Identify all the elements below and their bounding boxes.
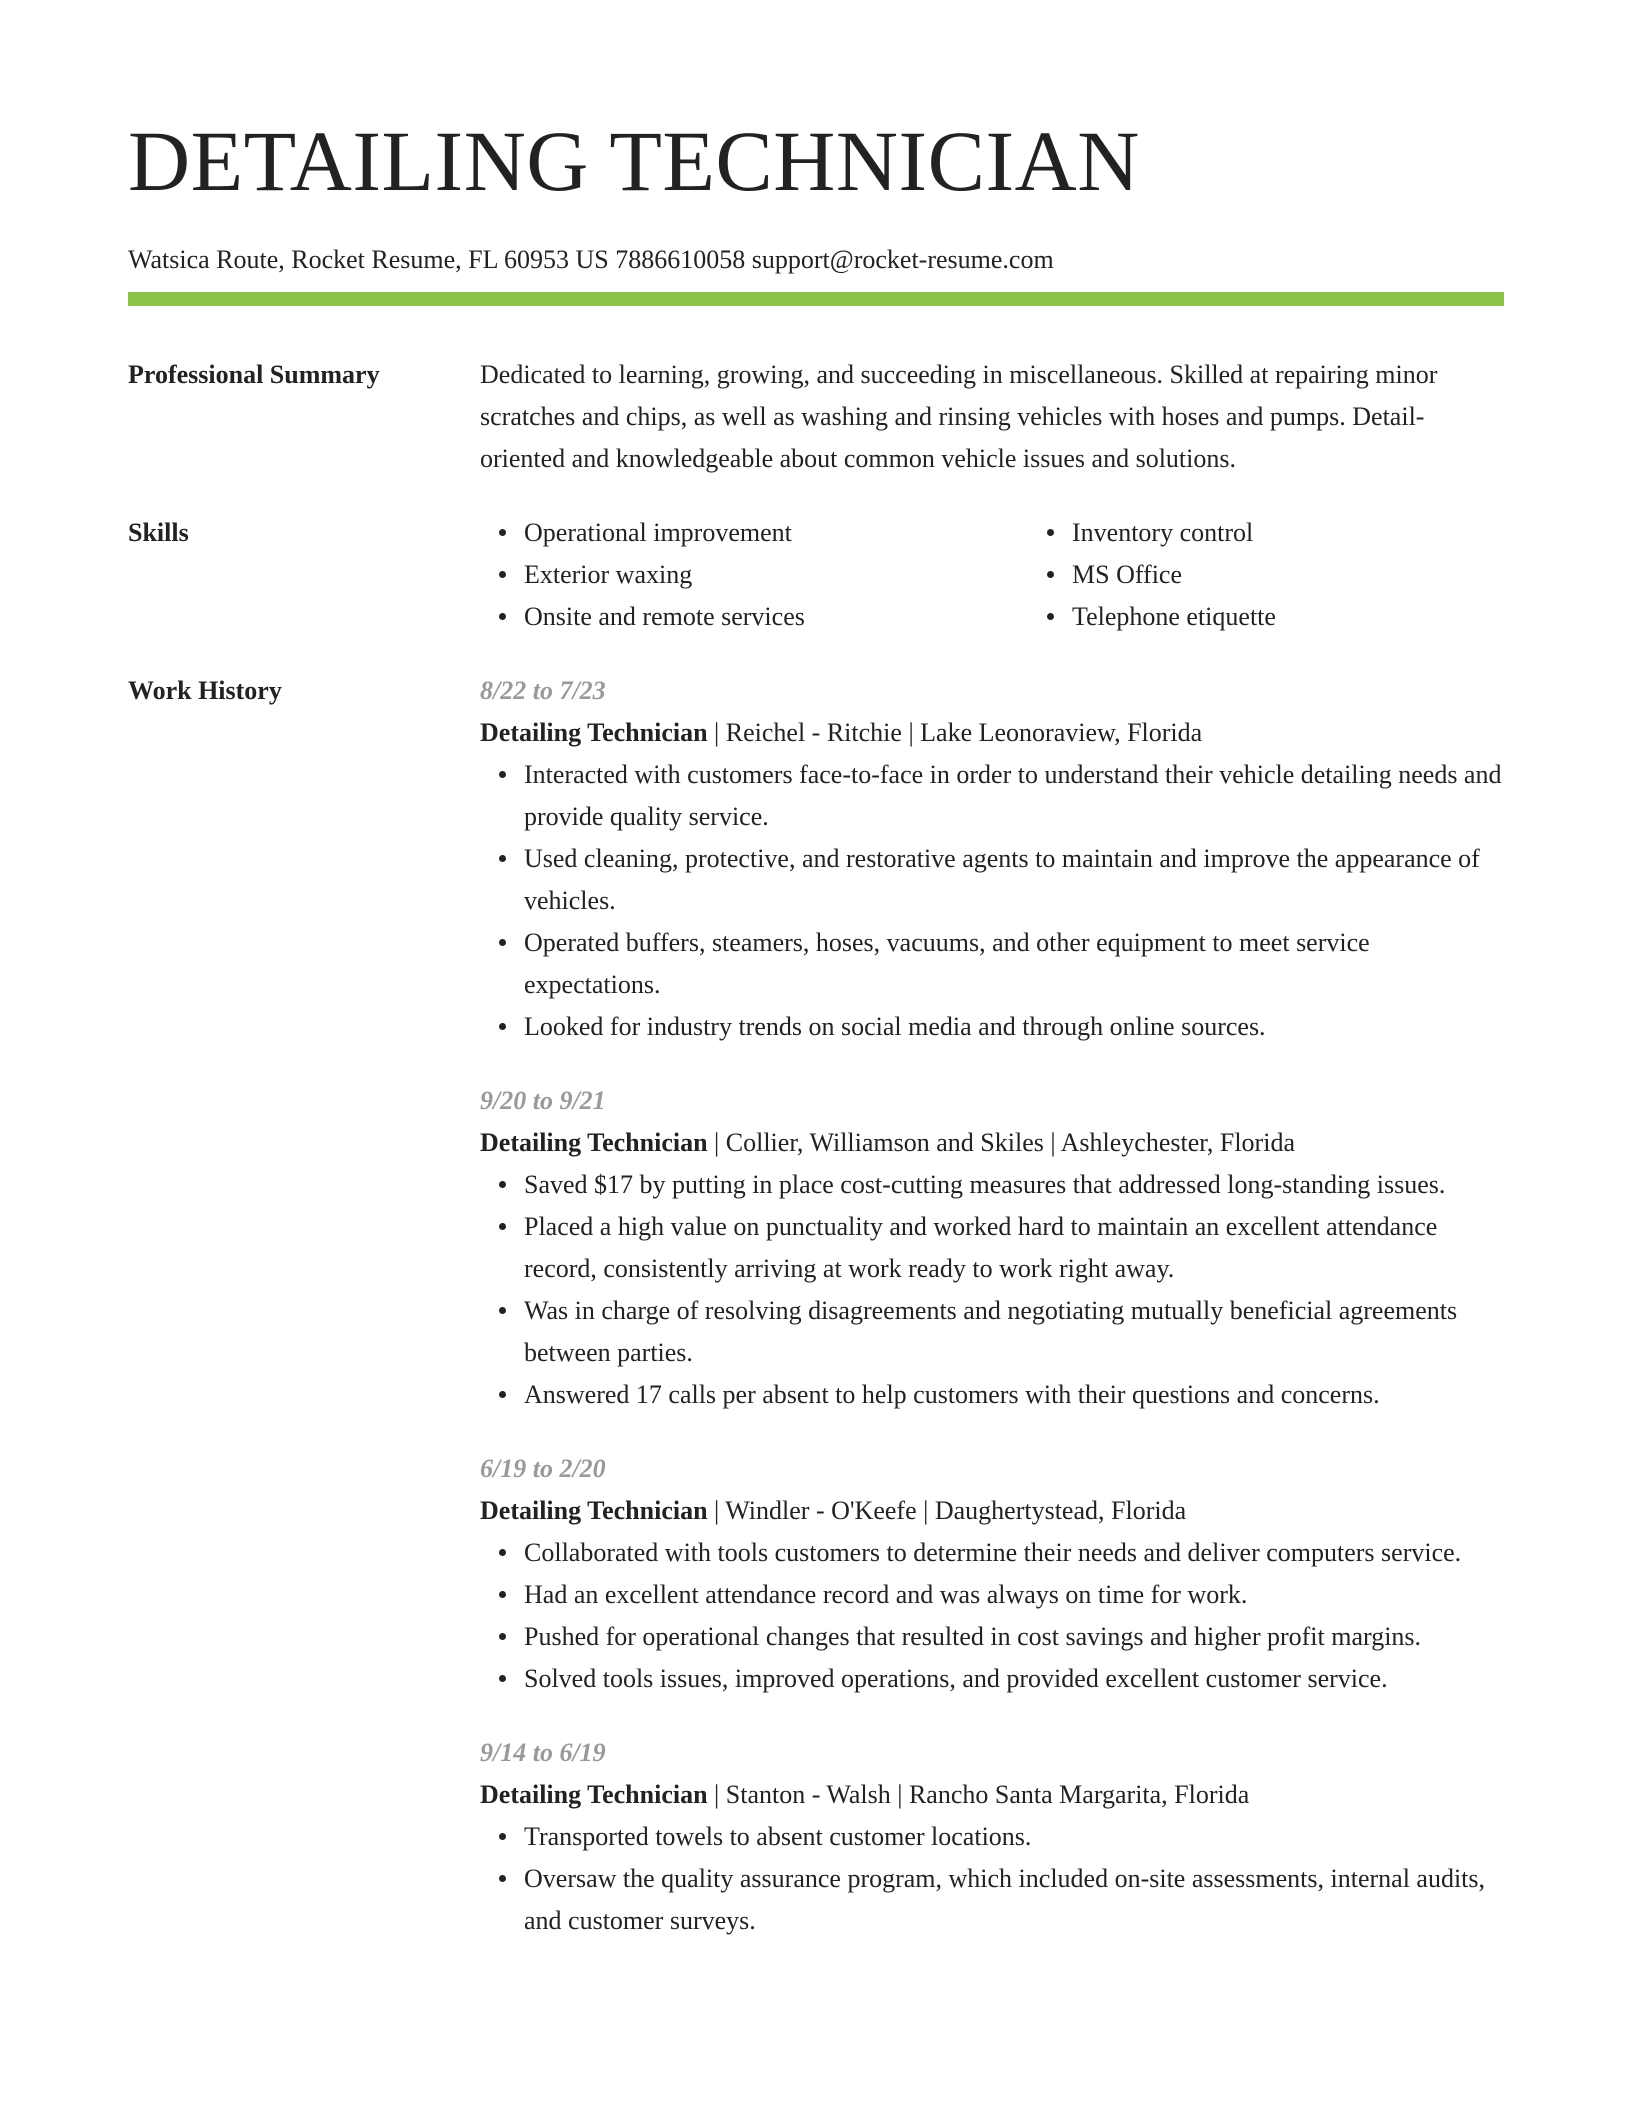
job-heading bbox=[480, 1774, 1504, 1816]
skill-item: Exterior waxing bbox=[524, 554, 1028, 596]
job-dates: 9/14 to 6/19 bbox=[480, 1738, 606, 1767]
job-company: Collier, Williamson and Skiles bbox=[725, 1128, 1044, 1157]
job-bullet: Collaborated with tools customers to determine their needs and deliver computers service. bbox=[524, 1532, 1504, 1574]
skills-column-right bbox=[1028, 512, 1276, 638]
contact-phone: 7886610058 bbox=[615, 245, 746, 274]
job-entry bbox=[480, 1732, 1504, 1942]
contact-address: Watsica Route, Rocket Resume, FL 60953 US bbox=[128, 245, 609, 274]
resume-page bbox=[128, 113, 1504, 1974]
job-separator: | bbox=[707, 1496, 726, 1525]
job-heading bbox=[480, 712, 1504, 754]
job-bullet-list bbox=[480, 754, 1504, 1048]
skill-item: MS Office bbox=[1072, 554, 1276, 596]
job-entry bbox=[480, 1448, 1504, 1700]
skill-item: Onsite and remote services bbox=[524, 596, 1028, 638]
job-entry bbox=[480, 1080, 1504, 1416]
job-separator: | bbox=[707, 718, 726, 747]
job-separator: | bbox=[916, 1496, 935, 1525]
job-separator: | bbox=[1043, 1128, 1061, 1157]
job-bullet: Had an excellent attendance record and was always on time for work. bbox=[524, 1574, 1504, 1616]
job-bullet: Operated buffers, steamers, hoses, vacuums, and other equipment to meet service expectations. bbox=[524, 922, 1504, 1006]
resume-name-heading: DETAILING TECHNICIAN bbox=[128, 113, 1140, 209]
job-company: Windler - O'Keefe bbox=[725, 1496, 917, 1525]
section-label-skills: Skills bbox=[128, 518, 189, 547]
job-heading bbox=[480, 1490, 1504, 1532]
job-bullet: Saved $17 by putting in place cost-cutting measures that addressed long-standing issues. bbox=[524, 1164, 1504, 1206]
section-label-summary: Professional Summary bbox=[128, 360, 380, 389]
job-bullet: Transported towels to absent customer locations. bbox=[524, 1816, 1504, 1858]
section-label-work-history: Work History bbox=[128, 676, 282, 705]
job-bullet: Was in charge of resolving disagreements and negotiating mutually beneficial agreements between parties. bbox=[524, 1290, 1504, 1374]
skills-column-left bbox=[480, 512, 1028, 638]
job-bullet: Interacted with customers face-to-face in order to understand their vehicle detailing needs and provide quality service. bbox=[524, 754, 1504, 838]
job-location: Rancho Santa Margarita, Florida bbox=[908, 1780, 1250, 1809]
job-location: Ashleychester, Florida bbox=[1060, 1128, 1295, 1157]
summary-text: Dedicated to learning, growing, and succeeding in miscellaneous. Skilled at repairing minor scratches and chips, as well as washing and rinsing vehicles with hoses and pumps. Detail-oriented and knowledgeable about common vehicle issues and solutions. bbox=[480, 360, 1438, 473]
job-title: Detailing Technician bbox=[480, 1496, 708, 1525]
job-title: Detailing Technician bbox=[480, 1780, 708, 1809]
job-bullet: Answered 17 calls per absent to help customers with their questions and concerns. bbox=[524, 1374, 1504, 1416]
job-bullet: Pushed for operational changes that resulted in cost savings and higher profit margins. bbox=[524, 1616, 1504, 1658]
job-separator: | bbox=[890, 1780, 909, 1809]
job-separator: | bbox=[707, 1128, 726, 1157]
job-company: Stanton - Walsh bbox=[725, 1780, 891, 1809]
header-accent-rule bbox=[128, 292, 1504, 306]
skill-item: Telephone etiquette bbox=[1072, 596, 1276, 638]
job-dates: 6/19 to 2/20 bbox=[480, 1454, 606, 1483]
job-location: Lake Leonoraview, Florida bbox=[920, 718, 1203, 747]
professional-summary-section bbox=[128, 354, 1504, 480]
skills-section bbox=[128, 512, 1504, 638]
skill-item: Inventory control bbox=[1072, 512, 1276, 554]
skills-columns bbox=[480, 512, 1504, 638]
job-bullet-list bbox=[480, 1532, 1504, 1700]
job-entry bbox=[480, 670, 1504, 1048]
job-separator: | bbox=[901, 718, 921, 747]
job-location: Daughertystead, Florida bbox=[934, 1496, 1187, 1525]
work-history-list bbox=[480, 670, 1504, 1974]
job-separator: | bbox=[707, 1780, 726, 1809]
job-bullet: Used cleaning, protective, and restorative agents to maintain and improve the appearance of vehicles. bbox=[524, 838, 1504, 922]
contact-email: support@rocket-resume.com bbox=[751, 245, 1054, 274]
job-dates: 8/22 to 7/23 bbox=[480, 676, 606, 705]
job-bullet: Looked for industry trends on social media and through online sources. bbox=[524, 1006, 1504, 1048]
job-heading bbox=[480, 1122, 1504, 1164]
skill-item: Operational improvement bbox=[524, 512, 1028, 554]
job-bullet: Placed a high value on punctuality and worked hard to maintain an excellent attendance record, consistently arriving at work ready to work right away. bbox=[524, 1206, 1504, 1290]
job-title: Detailing Technician bbox=[480, 718, 708, 747]
job-bullet: Oversaw the quality assurance program, which included on-site assessments, internal audits, and customer surveys. bbox=[524, 1858, 1504, 1942]
work-history-section bbox=[128, 670, 1504, 1974]
job-bullet-list bbox=[480, 1816, 1504, 1942]
job-bullet: Solved tools issues, improved operations, and provided excellent customer service. bbox=[524, 1658, 1504, 1700]
job-dates: 9/20 to 9/21 bbox=[480, 1086, 606, 1115]
job-title: Detailing Technician bbox=[480, 1128, 708, 1157]
job-company: Reichel - Ritchie bbox=[725, 718, 902, 747]
contact-line bbox=[128, 242, 1504, 278]
job-bullet-list bbox=[480, 1164, 1504, 1416]
